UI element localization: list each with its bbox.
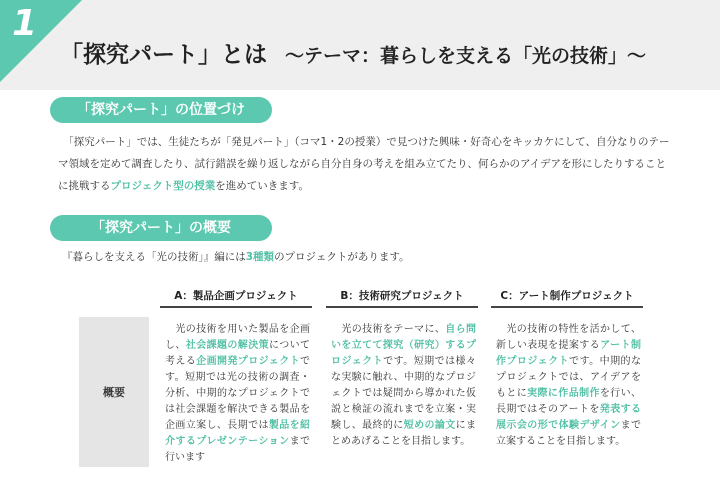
overview-lead — [62, 249, 410, 265]
cell-text: です。短期では光の技術の調査・分析、中期的なプロジェクトでは社会課題を解決できる製品を企画立案し、長期では — [165, 356, 310, 431]
cell-text: について考える — [165, 340, 311, 367]
title-sub: ～テーマ：暮らしを支える「光の技術」～ — [285, 45, 647, 67]
cell-highlight: 実際に作品制作 — [527, 388, 600, 399]
cell-text: です。短期では様々な実験に触れ、中期的なプロジェクトでは疑問から導かれた仮説と検証の流れまでを立案・実験し、最終的に — [331, 356, 476, 431]
cell-highlight: 製品を紹介するプレゼンテーション — [165, 420, 311, 447]
cell-text: 光の技術を用いた製品を企画し、 — [165, 324, 311, 351]
project-b-description — [331, 322, 476, 450]
lead-highlight: 3種類 — [245, 251, 275, 263]
cell-highlight: 短めの論文 — [403, 420, 456, 431]
cell-text: にまとめあげることを目指します。 — [331, 420, 477, 447]
page-number: 1 — [12, 3, 38, 44]
cell-text: まで行います — [165, 436, 311, 463]
section-heading-overview: 「探究パート」の概要 — [50, 215, 272, 241]
cell-highlight: アート制作プロジェクト — [496, 340, 642, 367]
cell-text: 光の技術の特性を活かして、新しい表現を提案する — [496, 324, 641, 351]
project-b-header: B：技術研究プロジェクト — [326, 288, 478, 308]
cell-text: まで立案することを目指します。 — [496, 420, 641, 447]
title-main: 「探究パート」とは — [60, 42, 267, 68]
project-c-header: C：アート制作プロジェクト — [491, 288, 643, 308]
lead-text-end: のプロジェクトがあります。 — [274, 251, 410, 263]
paragraph-text: 「探究パート」では、生徒たちが「発見パート」（コマ1・2の授業）で見つけた興味・好奇心をキッカケにして、自分なりのテーマ領域を定めて調査したり、試行錯誤を繰り返しながら自分自身の考えを組み立てたり、何らかのアイデアを形にしたりすることに挑戦する — [58, 136, 670, 192]
project-a-header: A：製品企画プロジェクト — [160, 288, 312, 308]
project-a-description — [165, 322, 310, 466]
lead-text: 『暮らしを支える「光の技術」』編には — [62, 251, 246, 263]
cell-text: です。中期的なプロジェクトでは、アイデアをもとに — [496, 356, 641, 399]
section-heading-position: 「探究パート」の位置づけ — [50, 97, 272, 123]
cell-highlight: 企画開発プロジェクト — [196, 356, 300, 367]
paragraph-highlight: プロジェクト型の授業 — [110, 180, 216, 192]
cell-text: 光の技術をテーマに、 — [341, 324, 446, 335]
row-label-overview — [79, 317, 149, 467]
project-c-description — [496, 322, 641, 450]
cell-highlight: 自ら問いを立てて探究（研究）するプロジェクト — [331, 324, 477, 367]
paragraph-end: を進めていきます。 — [215, 180, 309, 192]
row-label-text: 概要 — [103, 386, 125, 399]
section-paragraph — [58, 131, 670, 197]
page-title — [60, 40, 646, 71]
cell-highlight: 社会課題の解決策 — [185, 340, 270, 351]
cell-text: を行い、長期ではそのアートを — [496, 388, 642, 415]
cell-highlight: 発表する展示会の形で体験デザイン — [496, 404, 642, 431]
